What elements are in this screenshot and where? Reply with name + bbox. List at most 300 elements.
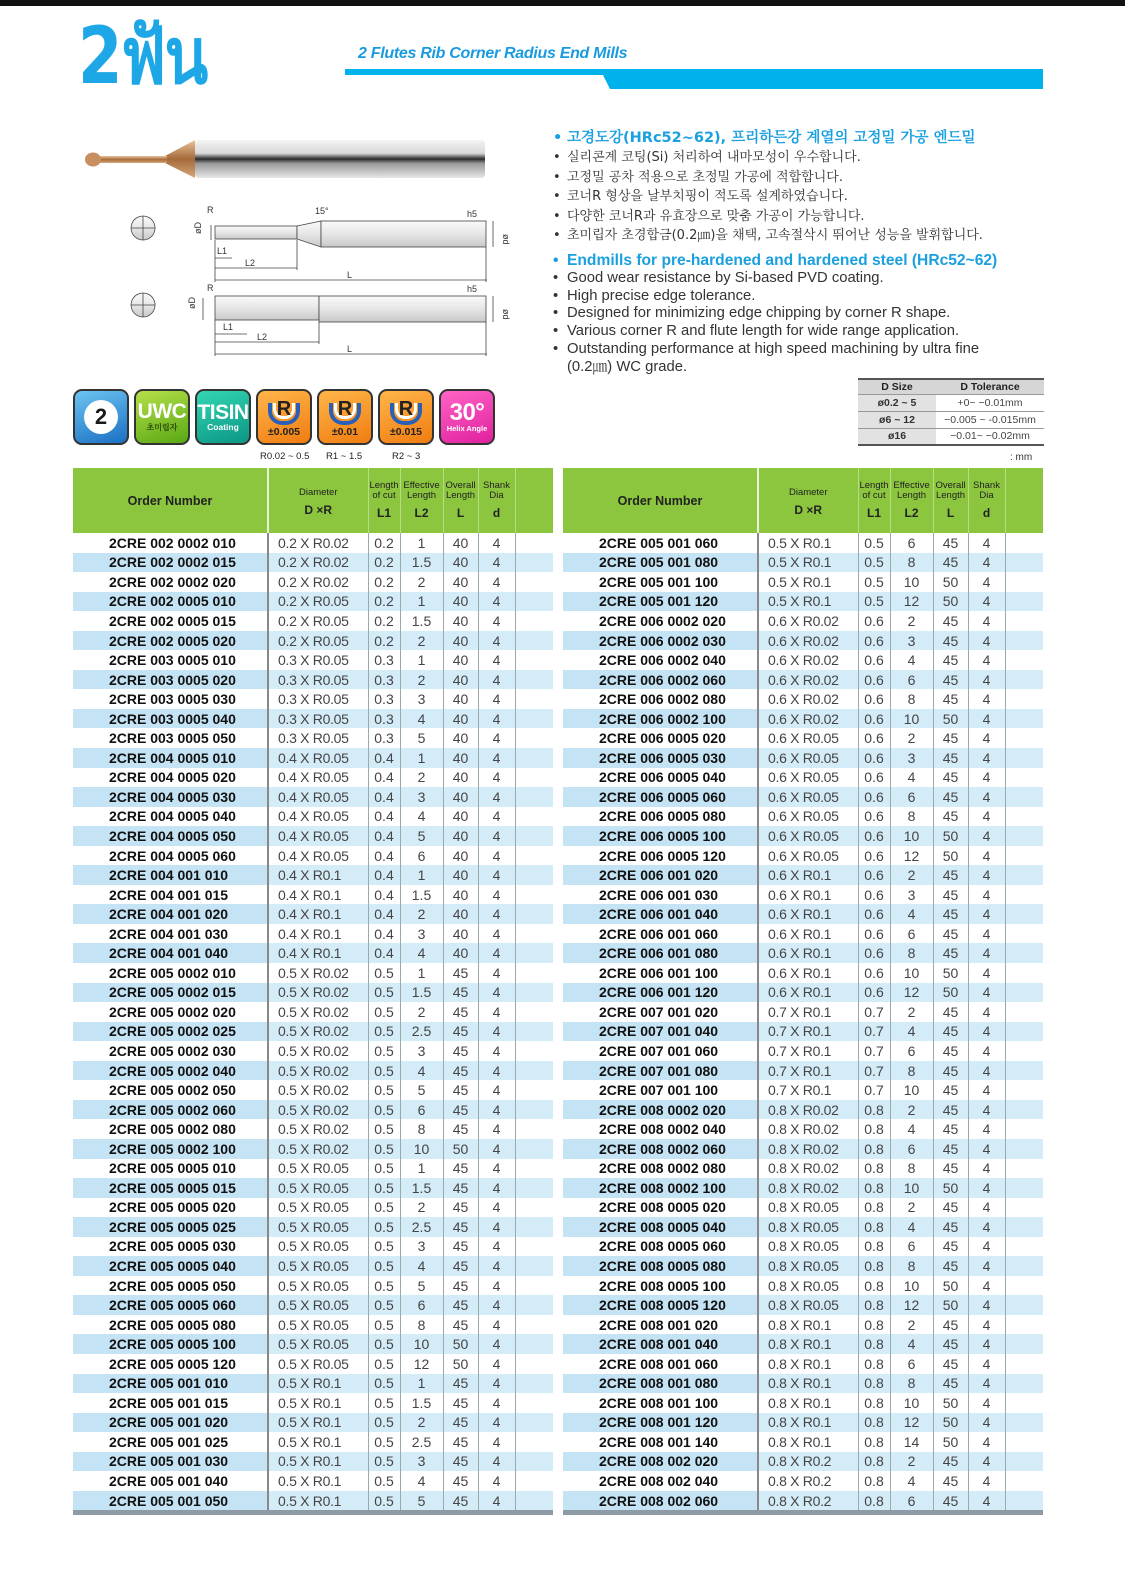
table-row [73,728,553,748]
overall-length-cell: 45 [933,1334,968,1354]
length-of-cut-cell: 0.5 [368,1041,400,1061]
order-number-cell: 2CRE 006 0005 100 [563,826,758,846]
table-row [73,748,553,768]
blank-cell [1005,592,1043,612]
length-of-cut-cell: 0.5 [368,1139,400,1159]
effective-length-cell: 2 [890,1315,933,1335]
order-number-cell: 2CRE 008 0002 100 [563,1178,758,1198]
table-row [73,1198,553,1218]
shank-dia-cell: 4 [478,963,515,983]
table-row [563,1237,1043,1257]
blank-cell [1005,1452,1043,1472]
diameter-x-radius-cell: 0.3 X R0.05 [268,709,368,729]
blank-cell [515,533,553,553]
effective-length-cell: 2 [400,904,443,924]
effective-length-cell: 3 [890,631,933,651]
table-row [73,631,553,651]
table-row [73,1119,553,1139]
tisin-sub: Coating [207,421,239,432]
shank-dia-cell: 4 [478,1041,515,1061]
order-number-cell: 2CRE 005 001 050 [73,1491,268,1511]
diameter-x-radius-cell: 0.6 X R0.05 [758,748,858,768]
effective-length-cell: 1 [400,592,443,612]
shank-dia-cell: 4 [478,611,515,631]
table-row [563,533,1043,553]
overall-length-cell: 50 [933,1295,968,1315]
table-row [73,1002,553,1022]
table-row [563,1452,1043,1472]
diameter-x-radius-cell: 0.6 X R0.02 [758,631,858,651]
effective-length-cell: 6 [400,1100,443,1120]
header-shank-dia: Shank Dia d [968,468,1005,533]
diameter-x-radius-cell: 0.5 X R0.02 [268,1061,368,1081]
blank-cell [515,592,553,612]
order-number-cell: 2CRE 007 001 060 [563,1041,758,1061]
effective-length-cell: 10 [890,1393,933,1413]
table-row [563,963,1043,983]
effective-length-cell: 5 [400,1080,443,1100]
effective-length-cell: 12 [890,1295,933,1315]
shank-dia-cell: 4 [478,1432,515,1452]
table-row [563,904,1043,924]
length-of-cut-cell: 0.5 [368,1080,400,1100]
overall-length-cell: 45 [443,1432,478,1452]
length-of-cut-cell: 0.6 [858,924,890,944]
effective-length-cell: 5 [400,1276,443,1296]
diameter-x-radius-cell: 0.6 X R0.02 [758,689,858,709]
shank-dia-cell: 4 [968,1354,1005,1374]
length-of-cut-cell: 0.2 [368,611,400,631]
effective-length-cell: 1 [400,650,443,670]
diameter-x-radius-cell: 0.4 X R0.05 [268,768,368,788]
order-number-cell: 2CRE 007 001 040 [563,1022,758,1042]
shank-dia-cell: 4 [968,1374,1005,1394]
uwc-sub: 초미립자 [146,423,178,432]
features-english [553,252,1043,377]
table-row [563,1198,1043,1218]
overall-length-cell: 45 [933,1217,968,1237]
length-of-cut-cell: 0.5 [858,592,890,612]
blank-cell [1005,1334,1043,1354]
effective-length-cell: 8 [890,1374,933,1394]
effective-length-cell: 5 [400,1491,443,1511]
diameter-x-radius-cell: 0.8 X R0.02 [758,1178,858,1198]
overall-length-cell: 40 [443,885,478,905]
shank-dia-cell: 4 [478,1276,515,1296]
order-number-cell: 2CRE 006 0005 080 [563,807,758,827]
diameter-x-radius-cell: 0.6 X R0.05 [758,846,858,866]
diameter-x-radius-cell: 0.8 X R0.2 [758,1491,858,1511]
length-of-cut-cell: 0.5 [368,1276,400,1296]
overall-length-cell: 45 [443,1178,478,1198]
uwc-label: UWC [137,400,187,423]
effective-length-cell: 8 [890,1159,933,1179]
order-number-cell: 2CRE 005 0002 050 [73,1080,268,1100]
table-row [73,1276,553,1296]
length-of-cut-cell: 0.6 [858,963,890,983]
blank-cell [1005,1432,1043,1452]
diameter-x-radius-cell: 0.8 X R0.05 [758,1295,858,1315]
length-of-cut-cell: 0.3 [368,670,400,690]
shank-dia-cell: 4 [968,787,1005,807]
blank-cell [515,1256,553,1276]
table-bottom-rule [563,1510,1043,1515]
shank-dia-cell: 4 [478,1159,515,1179]
order-number-cell: 2CRE 005 001 060 [563,533,758,553]
effective-length-cell: 2 [890,728,933,748]
r-letter: R [398,397,414,420]
overall-length-cell: 45 [933,787,968,807]
order-number-cell: 2CRE 005 001 080 [563,553,758,573]
overall-length-cell: 45 [443,1374,478,1394]
diameter-x-radius-cell: 0.6 X R0.1 [758,865,858,885]
table-row [563,1119,1043,1139]
diameter-x-radius-cell: 0.8 X R0.1 [758,1315,858,1335]
length-of-cut-cell: 0.6 [858,865,890,885]
blank-cell [515,826,553,846]
diameter-x-radius-cell: 0.5 X R0.1 [758,553,858,573]
diameter-x-radius-cell: 0.6 X R0.1 [758,983,858,1003]
tol-row [858,428,1044,445]
blank-cell [1005,1061,1043,1081]
shank-dia-cell: 4 [968,1080,1005,1100]
blank-cell [515,787,553,807]
effective-length-cell: 4 [400,1471,443,1491]
overall-length-cell: 45 [443,1217,478,1237]
diameter-x-radius-cell: 0.5 X R0.1 [268,1413,368,1433]
diameter-x-radius-cell: 0.5 X R0.1 [268,1432,368,1452]
diameter-x-radius-cell: 0.5 X R0.1 [268,1393,368,1413]
table-row [563,709,1043,729]
diameter-x-radius-cell: 0.3 X R0.05 [268,689,368,709]
order-number-cell: 2CRE 008 002 020 [563,1452,758,1472]
table-row [563,1022,1043,1042]
table-row [563,689,1043,709]
shank-dia-cell: 4 [968,807,1005,827]
blank-cell [515,1119,553,1139]
table-row [563,924,1043,944]
diameter-x-radius-cell: 0.5 X R0.05 [268,1159,368,1179]
table-row [73,865,553,885]
shank-dia-cell: 4 [478,1217,515,1237]
blank-cell [515,1139,553,1159]
effective-length-cell: 1.5 [400,553,443,573]
shank-dia-cell: 4 [968,1295,1005,1315]
blank-cell [515,1354,553,1374]
label-l2-a: L2 [245,258,256,268]
length-of-cut-cell: 0.8 [858,1256,890,1276]
effective-length-cell: 10 [890,709,933,729]
overall-length-cell: 45 [933,533,968,553]
blank-cell [1005,1276,1043,1296]
overall-length-cell: 40 [443,611,478,631]
length-of-cut-cell: 0.6 [858,631,890,651]
diameter-x-radius-cell: 0.8 X R0.2 [758,1471,858,1491]
feature-ko-item: • 실리콘계 코팅(Si) 처리하여 내마모성이 우수합니다. [553,148,1043,167]
effective-length-cell: 6 [890,1139,933,1159]
length-of-cut-cell: 0.8 [858,1452,890,1472]
diameter-x-radius-cell: 0.5 X R0.02 [268,1119,368,1139]
table-row [73,689,553,709]
table-row [73,592,553,612]
order-number-cell: 2CRE 005 001 040 [73,1471,268,1491]
diameter-x-radius-cell: 0.4 X R0.1 [268,943,368,963]
shank-dia-cell: 4 [478,1119,515,1139]
feature-en-item: • Outstanding performance at high speed machining by ultra fine (0.2㎛) WC grade. [553,341,993,377]
effective-length-cell: 10 [890,1178,933,1198]
shank-dia-cell: 4 [478,1237,515,1257]
tol-row [858,411,1044,428]
length-of-cut-cell: 0.5 [368,1100,400,1120]
table-row [563,611,1043,631]
shank-dia-cell: 4 [478,1002,515,1022]
table-row [563,885,1043,905]
order-number-cell: 2CRE 008 001 060 [563,1354,758,1374]
effective-length-cell: 8 [400,1315,443,1335]
diameter-x-radius-cell: 0.5 X R0.05 [268,1256,368,1276]
blank-cell [515,553,553,573]
feature-ko-item: • 다양한 코너R과 유효장으로 맞춤 가공이 가능합니다. [553,207,1043,226]
length-of-cut-cell: 0.8 [858,1413,890,1433]
overall-length-cell: 50 [933,592,968,612]
shank-dia-cell: 4 [968,1334,1005,1354]
table-row [563,1002,1043,1022]
diameter-x-radius-cell: 0.6 X R0.1 [758,943,858,963]
diameter-x-radius-cell: 0.6 X R0.05 [758,826,858,846]
order-number-cell: 2CRE 005 0005 025 [73,1217,268,1237]
overall-length-cell: 45 [933,1198,968,1218]
diameter-x-radius-cell: 0.6 X R0.05 [758,768,858,788]
shank-dia-cell: 4 [478,1354,515,1374]
order-number-cell: 2CRE 005 0005 010 [73,1159,268,1179]
effective-length-cell: 12 [890,846,933,866]
overall-length-cell: 45 [443,1080,478,1100]
table-row [563,1432,1043,1452]
label-l-b: L [347,344,353,354]
blank-cell [1005,1315,1043,1335]
header-diameter: Diameter D ×R [268,468,368,533]
header-blank [515,468,553,533]
order-number-cell: 2CRE 007 001 020 [563,1002,758,1022]
blank-cell [1005,1256,1043,1276]
header-diameter: Diameter D ×R [758,468,858,533]
overall-length-cell: 45 [933,904,968,924]
shank-dia-cell: 4 [968,1237,1005,1257]
table-row [563,983,1043,1003]
effective-length-cell: 4 [890,1022,933,1042]
shank-dia-cell: 4 [478,709,515,729]
length-of-cut-cell: 0.4 [368,943,400,963]
order-number-cell: 2CRE 008 001 100 [563,1393,758,1413]
uwc-grade-icon [134,389,190,445]
corner-r-tolerance-icon [378,389,434,445]
order-number-cell: 2CRE 008 001 120 [563,1413,758,1433]
r-range: R1 ~ 1.5 [326,451,363,462]
diameter-x-radius-cell: 0.3 X R0.05 [268,670,368,690]
length-of-cut-cell: 0.5 [368,1413,400,1433]
diameter-x-radius-cell: 0.8 X R0.2 [758,1452,858,1472]
length-of-cut-cell: 0.5 [368,1432,400,1452]
table-row [563,826,1043,846]
blank-cell [1005,1295,1043,1315]
order-number-cell: 2CRE 006 001 060 [563,924,758,944]
blank-cell [1005,963,1043,983]
length-of-cut-cell: 0.6 [858,983,890,1003]
blank-cell [1005,1080,1043,1100]
overall-length-cell: 50 [933,1413,968,1433]
overall-length-cell: 40 [443,865,478,885]
overall-length-cell: 50 [443,1354,478,1374]
length-of-cut-cell: 0.3 [368,650,400,670]
diameter-x-radius-cell: 0.6 X R0.05 [758,787,858,807]
effective-length-cell: 10 [890,1276,933,1296]
shank-dia-cell: 4 [478,885,515,905]
overall-length-cell: 45 [443,1491,478,1511]
blank-cell [1005,1139,1043,1159]
table-row [73,1413,553,1433]
diameter-x-radius-cell: 0.2 X R0.05 [268,631,368,651]
table-row [563,728,1043,748]
effective-length-cell: 1.5 [400,1393,443,1413]
header-order-number: Order Number [73,468,268,533]
two-flute-icon [73,389,129,445]
diameter-x-radius-cell: 0.2 X R0.02 [268,533,368,553]
shank-dia-cell: 4 [478,1315,515,1335]
overall-length-cell: 45 [933,1100,968,1120]
table-row [73,1374,553,1394]
diameter-x-radius-cell: 0.4 X R0.05 [268,748,368,768]
length-of-cut-cell: 0.8 [858,1432,890,1452]
order-number-cell: 2CRE 005 001 100 [563,572,758,592]
length-of-cut-cell: 0.5 [368,1471,400,1491]
order-number-cell: 2CRE 008 0005 120 [563,1295,758,1315]
shank-dia-cell: 4 [478,826,515,846]
diameter-x-radius-cell: 0.5 X R0.02 [268,1041,368,1061]
overall-length-cell: 45 [933,1354,968,1374]
effective-length-cell: 1 [400,533,443,553]
table-row [563,1159,1043,1179]
length-of-cut-cell: 0.5 [368,1002,400,1022]
length-of-cut-cell: 0.4 [368,748,400,768]
overall-length-cell: 50 [933,846,968,866]
diameter-x-radius-cell: 0.6 X R0.02 [758,670,858,690]
blank-cell [515,1178,553,1198]
shank-dia-cell: 4 [968,943,1005,963]
order-number-cell: 2CRE 002 0002 010 [73,533,268,553]
table-row [563,1471,1043,1491]
shank-dia-cell: 4 [968,865,1005,885]
diameter-x-radius-cell: 0.6 X R0.02 [758,611,858,631]
overall-length-cell: 40 [443,689,478,709]
table-row [73,1393,553,1413]
overall-length-cell: 40 [443,943,478,963]
blank-cell [1005,1100,1043,1120]
overall-length-cell: 40 [443,728,478,748]
length-of-cut-cell: 0.6 [858,787,890,807]
overall-length-cell: 45 [443,1100,478,1120]
shank-dia-cell: 4 [478,1080,515,1100]
effective-length-cell: 8 [890,943,933,963]
overall-length-cell: 45 [443,1315,478,1335]
order-number-cell: 2CRE 005 001 120 [563,592,758,612]
length-of-cut-cell: 0.6 [858,904,890,924]
diameter-x-radius-cell: 0.6 X R0.1 [758,904,858,924]
length-of-cut-cell: 0.6 [858,650,890,670]
length-of-cut-cell: 0.5 [858,533,890,553]
length-of-cut-cell: 0.2 [368,572,400,592]
length-of-cut-cell: 0.4 [368,865,400,885]
overall-length-cell: 45 [933,1041,968,1061]
effective-length-cell: 6 [890,924,933,944]
diameter-x-radius-cell: 0.2 X R0.05 [268,611,368,631]
overall-length-cell: 45 [443,1198,478,1218]
shank-dia-cell: 4 [968,1159,1005,1179]
length-of-cut-cell: 0.6 [858,846,890,866]
order-number-cell: 2CRE 005 001 030 [73,1452,268,1472]
table-row [73,611,553,631]
blank-cell [1005,553,1043,573]
shank-dia-cell: 4 [968,904,1005,924]
length-of-cut-cell: 0.4 [368,904,400,924]
length-of-cut-cell: 0.8 [858,1315,890,1335]
shank-dia-cell: 4 [478,533,515,553]
overall-length-cell: 45 [443,1471,478,1491]
order-number-cell: 2CRE 008 0005 080 [563,1256,758,1276]
length-of-cut-cell: 0.6 [858,943,890,963]
shank-dia-cell: 4 [478,1374,515,1394]
order-number-cell: 2CRE 006 0005 120 [563,846,758,866]
shank-dia-cell: 4 [478,1334,515,1354]
shank-dia-cell: 4 [968,650,1005,670]
tol-header-size: D Size [858,379,936,394]
shank-dia-cell: 4 [478,748,515,768]
helix-angle-icon [439,389,495,445]
table-row [563,592,1043,612]
diameter-x-radius-cell: 0.5 X R0.05 [268,1198,368,1218]
diameter-x-radius-cell: 0.2 X R0.02 [268,572,368,592]
length-of-cut-cell: 0.6 [858,748,890,768]
effective-length-cell: 6 [890,1354,933,1374]
table-row [563,1354,1043,1374]
overall-length-cell: 45 [933,650,968,670]
blank-cell [515,1413,553,1433]
feature-en-item: • Various corner R and flute length for wide range application. [553,323,1043,341]
order-number-cell: 2CRE 006 0005 030 [563,748,758,768]
order-number-cell: 2CRE 005 0002 030 [73,1041,268,1061]
length-of-cut-cell: 0.8 [858,1334,890,1354]
order-number-cell: 2CRE 005 0002 010 [73,963,268,983]
overall-length-cell: 40 [443,631,478,651]
header-effective-length: Effective Length L2 [890,468,933,533]
length-of-cut-cell: 0.4 [368,826,400,846]
blank-cell [515,1334,553,1354]
diameter-x-radius-cell: 0.5 X R0.05 [268,1354,368,1374]
order-number-cell: 2CRE 006 0002 060 [563,670,758,690]
effective-length-cell: 10 [890,1080,933,1100]
blank-cell [1005,983,1043,1003]
shank-dia-cell: 4 [478,924,515,944]
shank-dia-cell: 4 [968,1452,1005,1472]
blank-cell [515,689,553,709]
diameter-x-radius-cell: 0.4 X R0.1 [268,924,368,944]
length-of-cut-cell: 0.7 [858,1002,890,1022]
order-number-cell: 2CRE 002 0005 020 [73,631,268,651]
table-row [563,1334,1043,1354]
shank-dia-cell: 4 [968,611,1005,631]
effective-length-cell: 3 [400,787,443,807]
table-bottom-rule [73,1510,553,1515]
length-of-cut-cell: 0.5 [368,1119,400,1139]
